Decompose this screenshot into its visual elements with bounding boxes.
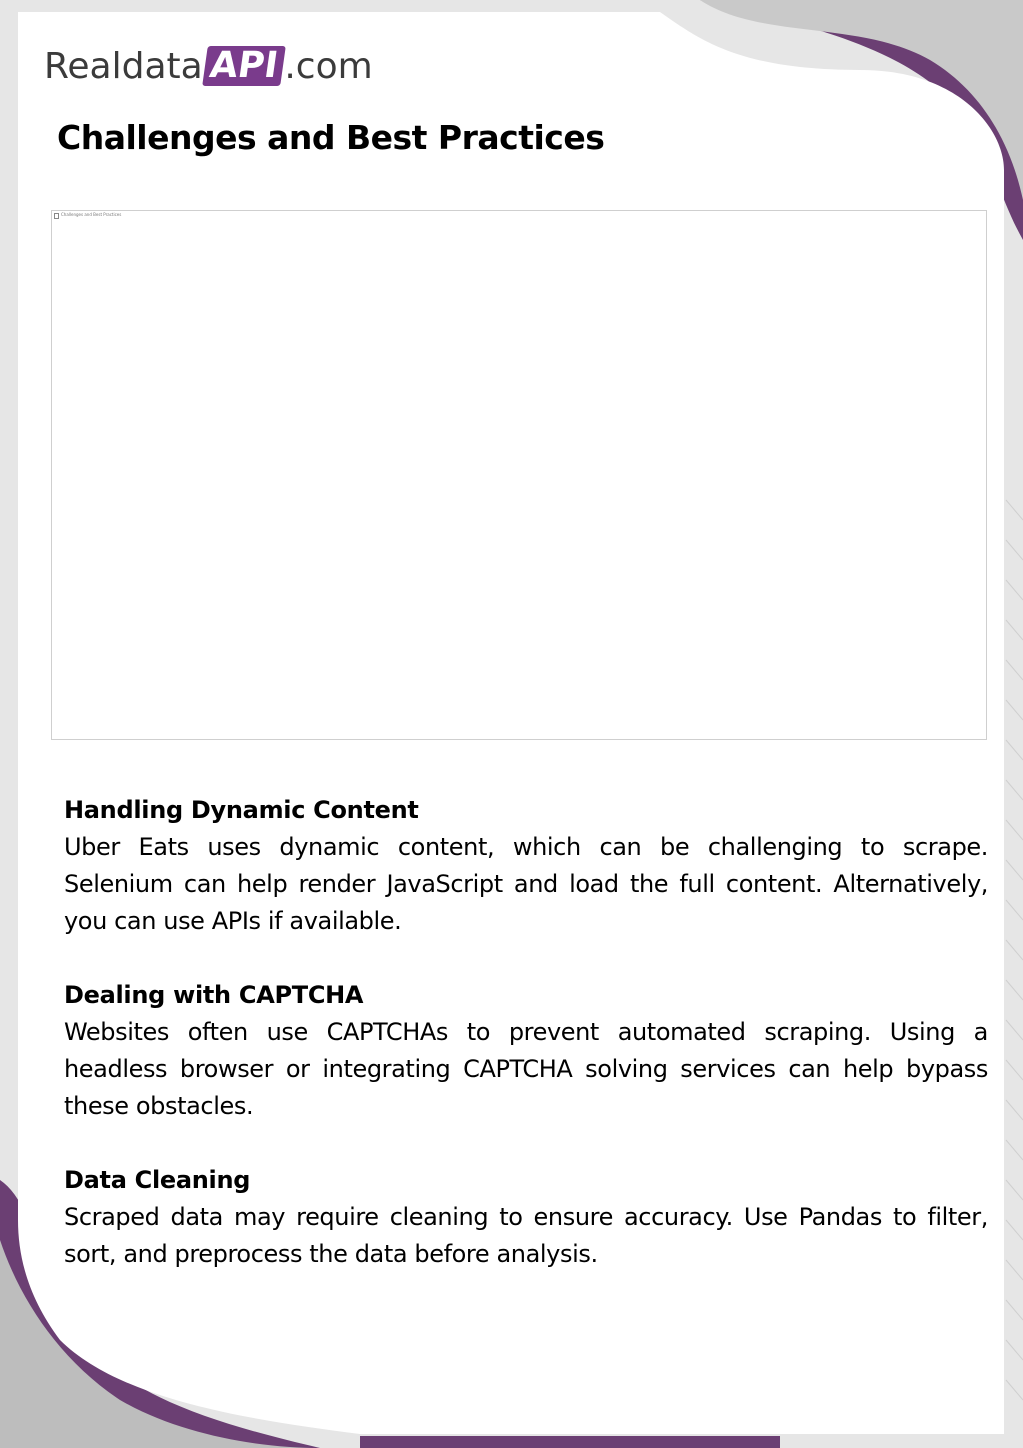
image-alt-text: Challenges and Best Practices bbox=[61, 212, 122, 217]
section-heading: Handling Dynamic Content bbox=[64, 796, 419, 824]
page-title: Challenges and Best Practices bbox=[57, 118, 605, 157]
section-text: Uber Eats uses dynamic content, which can be challenging to scrape. Selenium can help render JavaScript and load the full content. Alternatively, you can use APIs if available. bbox=[64, 833, 988, 935]
section-heading: Dealing with CAPTCHA bbox=[64, 981, 364, 1009]
section-captcha bbox=[64, 977, 988, 1125]
section-text: Websites often use CAPTCHAs to prevent automated scraping. Using a headless browser or integrating CAPTCHA solving services can help bypass these obstacles. bbox=[64, 1018, 988, 1120]
brand-logo bbox=[44, 38, 373, 94]
section-heading: Data Cleaning bbox=[64, 1166, 251, 1194]
logo-api-badge: API bbox=[202, 46, 285, 86]
article-body bbox=[64, 792, 988, 1310]
section-text: Scraped data may require cleaning to ensure accuracy. Use Pandas to filter, sort, and preprocess the data before analysis. bbox=[64, 1203, 988, 1268]
section-dynamic-content bbox=[64, 792, 988, 940]
broken-image-icon bbox=[54, 213, 59, 219]
logo-prefix: Realdata bbox=[44, 45, 203, 87]
broken-image bbox=[51, 210, 987, 740]
section-data-cleaning bbox=[64, 1162, 988, 1273]
logo-suffix: .com bbox=[284, 45, 373, 87]
